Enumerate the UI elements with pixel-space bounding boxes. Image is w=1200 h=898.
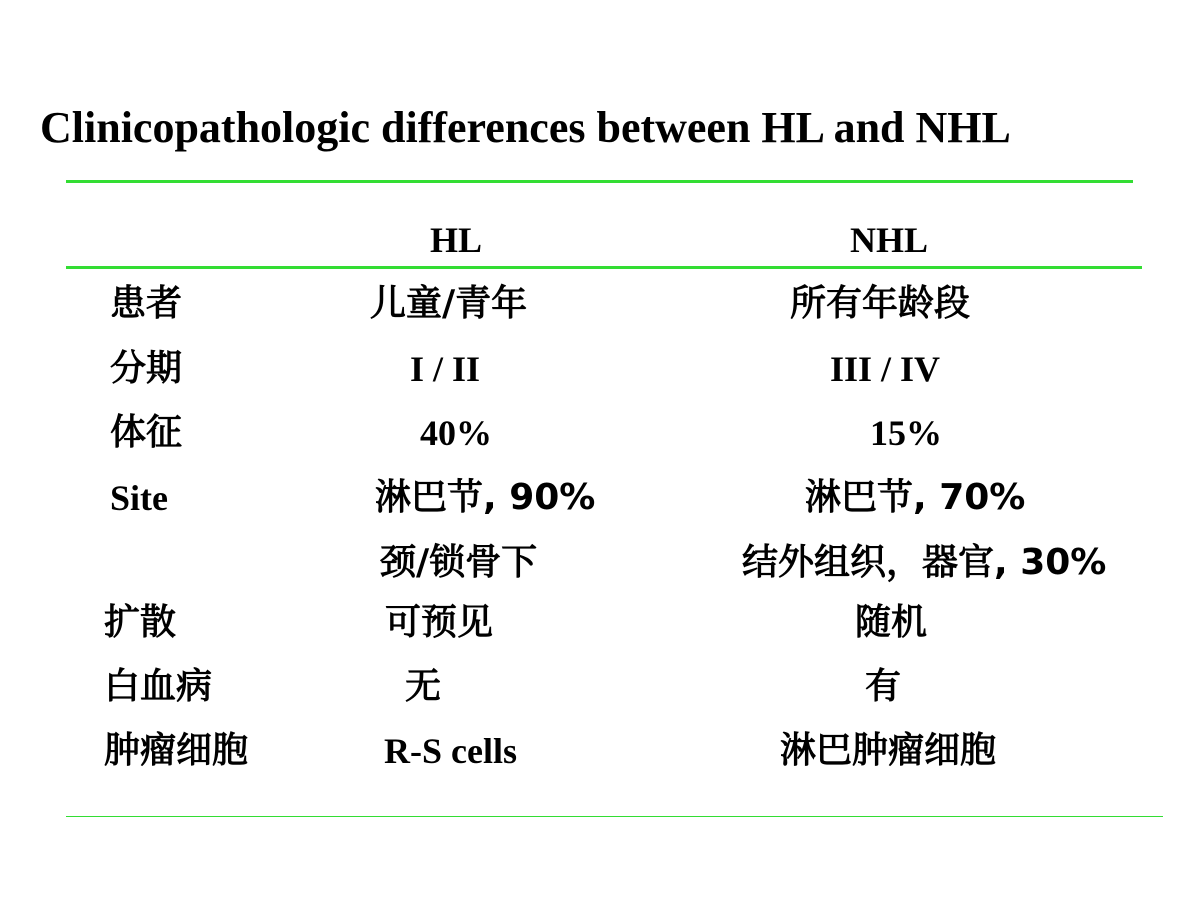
row-nhl-spread: 随机 xyxy=(855,602,928,643)
row-label-signs: 体征 xyxy=(110,412,183,453)
row-label-tumor-cells: 肿瘤细胞 xyxy=(104,730,249,771)
header-divider xyxy=(66,266,1142,269)
row-nhl-patients: 所有年龄段 xyxy=(790,283,971,324)
row-hl-site: 淋巴节, 90% xyxy=(375,477,596,518)
row-label-leukemia: 白血病 xyxy=(104,666,213,707)
row-label-spread: 扩散 xyxy=(104,602,177,643)
row-label-patients: 患者 xyxy=(110,283,183,324)
row-nhl-tumor-cells: 淋巴肿瘤细胞 xyxy=(780,730,997,771)
row-nhl-site-continued: 结外组织，器官, 30% xyxy=(742,542,1107,583)
row-hl-stage: I / II xyxy=(410,349,481,389)
header-hl: HL xyxy=(430,220,483,260)
bottom-divider xyxy=(66,816,1163,817)
row-hl-signs: 40% xyxy=(420,413,492,453)
row-hl-tumor-cells: R-S cells xyxy=(384,731,517,771)
header-nhl: NHL xyxy=(850,220,929,260)
row-nhl-stage: III / IV xyxy=(830,349,941,389)
row-hl-site-continued: 颈/锁骨下 xyxy=(380,542,538,583)
row-nhl-leukemia: 有 xyxy=(865,666,902,707)
row-hl-spread: 可预见 xyxy=(385,602,494,643)
slide-title: Clinicopathologic differences between HL and NHL xyxy=(40,103,1011,152)
row-hl-leukemia: 无 xyxy=(405,666,442,707)
row-nhl-signs: 15% xyxy=(870,413,942,453)
row-nhl-site: 淋巴节, 70% xyxy=(805,477,1026,518)
row-label-site: Site xyxy=(110,478,168,518)
row-hl-patients: 儿童/青年 xyxy=(370,283,528,324)
top-divider xyxy=(66,180,1133,183)
row-label-stage: 分期 xyxy=(110,348,183,389)
